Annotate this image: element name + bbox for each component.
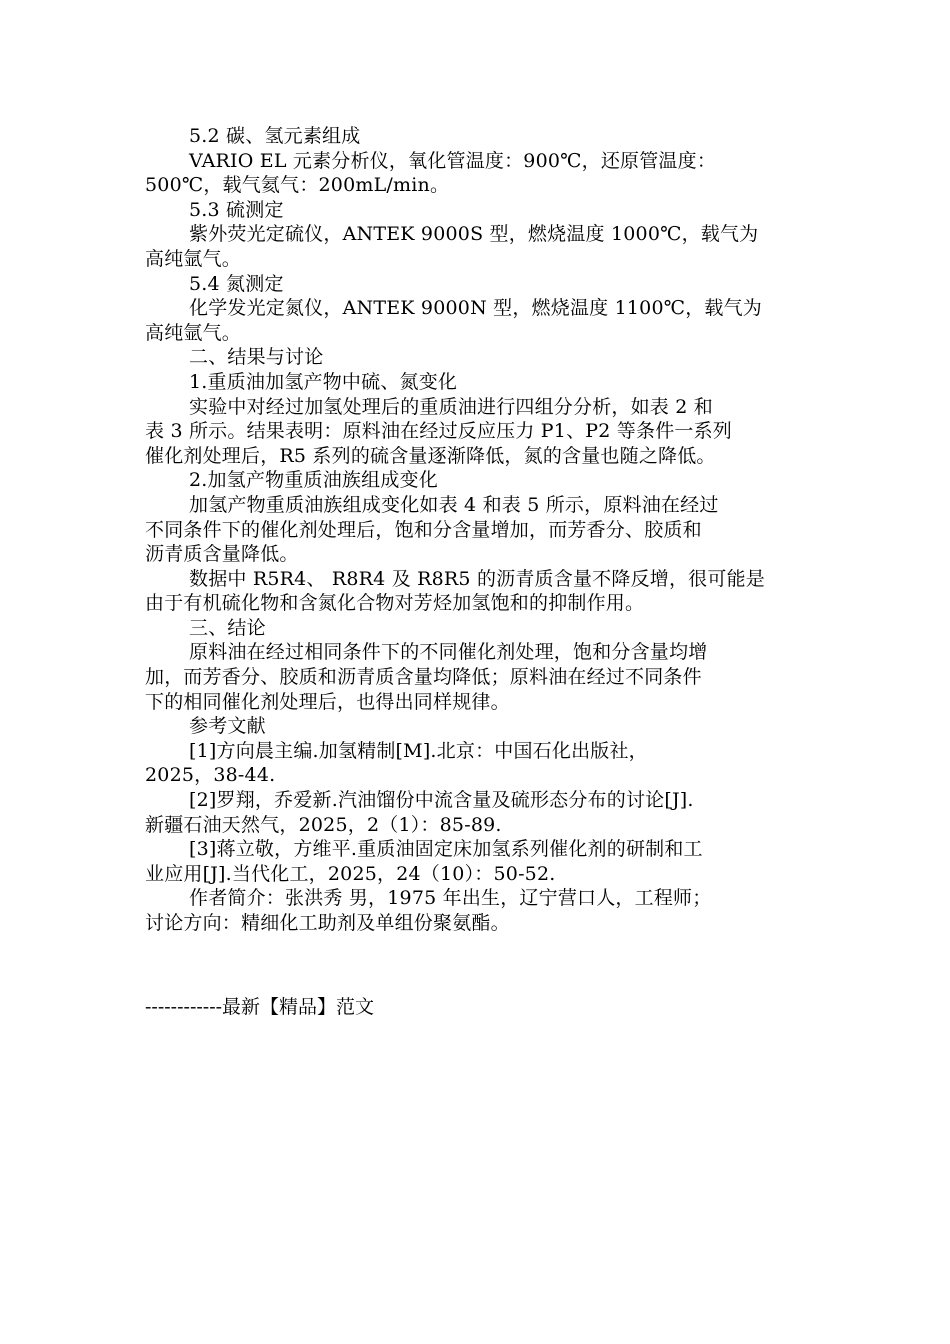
text-line: VARIO EL 元素分析仪，氧化管温度：900℃，还原管温度：	[189, 149, 717, 172]
text-line: 下的相同催化剂处理后，也得出同样规律。	[145, 690, 510, 713]
footer-banner: ------------最新【精品】范文	[145, 996, 375, 1018]
text-line: 表 3 所示。结果表明：原料油在经过反应压力 P1、P2 等条件一系列	[145, 420, 732, 443]
text-line: 5.2 碳、氢元素组成	[189, 125, 361, 147]
text-line: 加氢产物重质油族组成变化如表 4 和表 5 所示，原料油在经过	[189, 493, 719, 516]
text-line: 高纯氩气。	[145, 247, 242, 270]
document-body	[145, 124, 815, 936]
text-line: 高纯氩气。	[145, 321, 242, 344]
text-line: 5.4 氮测定	[189, 272, 284, 295]
text-line: 由于有机硫化物和含氮化合物对芳烃加氢饱和的抑制作用。	[145, 592, 645, 615]
text-line: 不同条件下的催化剂处理后，饱和分含量增加，而芳香分、胶质和	[145, 518, 702, 541]
text-line: 参考文献	[189, 715, 266, 738]
text-line: 1.重质油加氢产物中硫、氮变化	[189, 370, 458, 393]
text-line: 500℃，载气氦气：200mL/min。	[145, 174, 450, 197]
text-line: 化学发光定氮仪，ANTEK 9000N 型，燃烧温度 1100℃，载气为	[189, 297, 762, 320]
text-line: 2025，38-44.	[145, 764, 276, 787]
text-line: 催化剂处理后，R5 系列的硫含量逐渐降低，氮的含量也随之降低。	[145, 444, 716, 467]
text-line: 实验中对经过加氢处理后的重质油进行四组分分析，如表 2 和	[189, 395, 713, 418]
text-line: 三、结论	[189, 616, 266, 639]
text-line: [1]方向晨主编.加氢精制[M].北京：中国石化出版社，	[189, 739, 648, 762]
text-line: 原料油在经过相同条件下的不同催化剂处理，饱和分含量均增	[189, 641, 708, 664]
text-line: 5.3 硫测定	[189, 198, 284, 221]
text-line: 作者简介：张洪秀 男，1975 年出生，辽宁营口人，工程师；	[189, 887, 712, 910]
text-line: 数据中 R5R4、 R8R4 及 R8R5 的沥青质含量不降反增，很可能是	[189, 567, 765, 590]
text-line: 沥青质含量降低。	[145, 543, 299, 566]
text-line: 加，而芳香分、胶质和沥青质含量均降低；原料油在经过不同条件	[145, 666, 702, 689]
text-line: 业应用[J].当代化工，2025，24（10）：50-52.	[145, 862, 556, 885]
text-line: 紫外荧光定硫仪，ANTEK 9000S 型，燃烧温度 1000℃，载气为	[189, 223, 759, 246]
text-line: [2]罗翔，乔爱新.汽油馏份中流含量及硫形态分布的讨论[J].	[189, 789, 694, 812]
text-line: [3]蒋立敬，方维平.重质油固定床加氢系列催化剂的研制和工	[189, 838, 703, 861]
text-line: 新疆石油天然气，2025，2（1）：85-89.	[145, 813, 502, 836]
text-line: 二、结果与讨论	[189, 346, 324, 369]
text-line: 讨论方向：精细化工助剂及单组份聚氨酯。	[145, 912, 510, 934]
text-line: 2.加氢产物重质油族组成变化	[189, 469, 438, 492]
